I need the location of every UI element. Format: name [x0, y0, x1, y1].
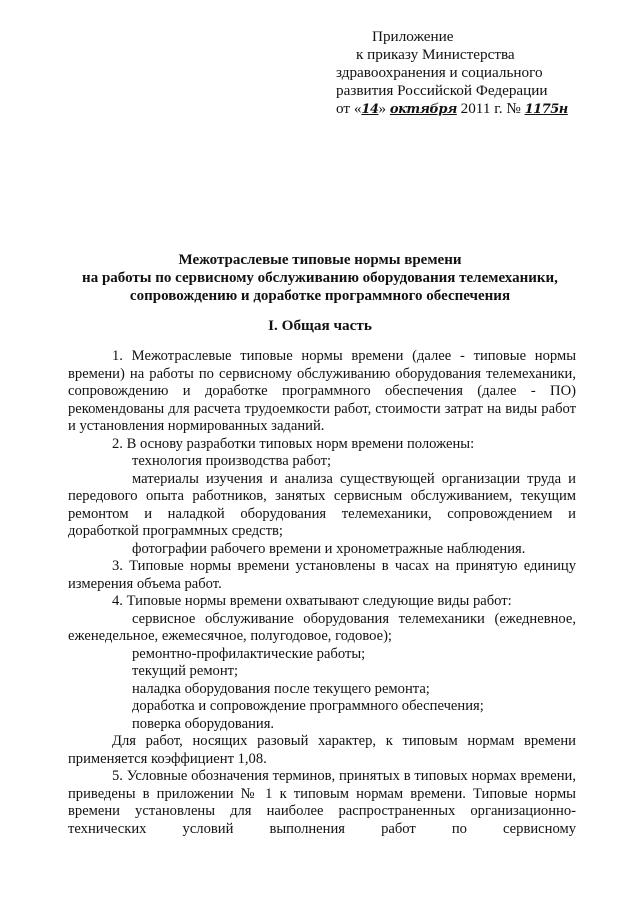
section-body: [68, 348, 576, 838]
paragraph-4-item-6: поверка оборудования.: [132, 715, 275, 732]
document-title: [60, 251, 580, 305]
section-heading: I. Общая часть: [268, 317, 372, 334]
paragraph-coefficient: Для работ, носящих разовый характер, к типовым нормам времени применяется коэффициент 1,08.: [68, 733, 576, 767]
paragraph-3: 3. Типовые нормы времени установлены в часах на принятую единицу измерения объема работ.: [68, 558, 576, 592]
ministry-line-2: развития Российской Федерации: [336, 82, 548, 99]
paragraph-5: 5. Условные обозначения терминов, принятых в типовых нормах времени, приведены в приложении № 1 к типовым нормам времени. Типовые нормы времени установлены для наиболее распространенных организационно-технических условий выполнения работ по сервисному: [68, 768, 576, 837]
order-reference: к приказу Министерства: [356, 46, 515, 63]
paragraph-4: 4. Типовые нормы времени охватывают следующие виды работ:: [112, 593, 512, 609]
date-year: 2011 г. №: [456, 100, 525, 117]
handwritten-order-number: 1175н: [524, 102, 568, 117]
ministry-line-1: здравоохранения и социального: [336, 64, 543, 81]
handwritten-month: октября: [389, 102, 457, 117]
date-prefix: от «: [336, 100, 362, 117]
date-mid: »: [378, 100, 390, 117]
title-line-2: на работы по сервисному обслуживанию оборудования телемеханики,: [82, 270, 558, 286]
paragraph-4-item-3: текущий ремонт;: [132, 663, 239, 679]
order-date-line: [336, 100, 626, 119]
paragraph-4-item-4: наладка оборудования после текущего ремонта;: [132, 680, 430, 697]
appendix-header: [336, 28, 626, 119]
appendix-label: Приложение: [372, 28, 454, 45]
title-line-3: сопровождению и доработке программного обеспечения: [129, 288, 511, 304]
paragraph-4-item-5: доработка и сопровождение программного обеспечения;: [132, 698, 484, 714]
paragraph-2-item-1: технология производства работ;: [132, 453, 332, 469]
paragraph-2: 2. В основу разработки типовых норм времени положены:: [112, 435, 475, 452]
title-line-1: Межотраслевые типовые нормы времени: [178, 252, 462, 268]
paragraph-2-item-3: фотографии рабочего времени и хронометражные наблюдения.: [132, 540, 526, 557]
handwritten-day: 14: [361, 102, 379, 117]
paragraph-4-item-1: сервисное обслуживание оборудования телемеханики (ежедневное, еженедельное, ежемесячное, полугодовое, годовое);: [68, 610, 576, 644]
paragraph-4-item-2: ремонтно-профилактические работы;: [132, 645, 366, 662]
paragraph-1: 1. Межотраслевые типовые нормы времени (далее - типовые нормы времени) на работы по сервисному обслуживанию оборудования телемеханики, сопровождению и доработке программного обеспечения (далее - ПО) рекомендованы для расчета трудоемкости работ, стоимости затрат на виды работ и установления нормированных заданий.: [68, 348, 576, 434]
paragraph-2-item-2: материалы изучения и анализа существующей организации труда и передового опыта работников, занятых сервисным обслуживанием, текущим ремонтом и наладкой оборудования телемеханики, сопровождением и доработкой программных средств;: [68, 470, 576, 539]
